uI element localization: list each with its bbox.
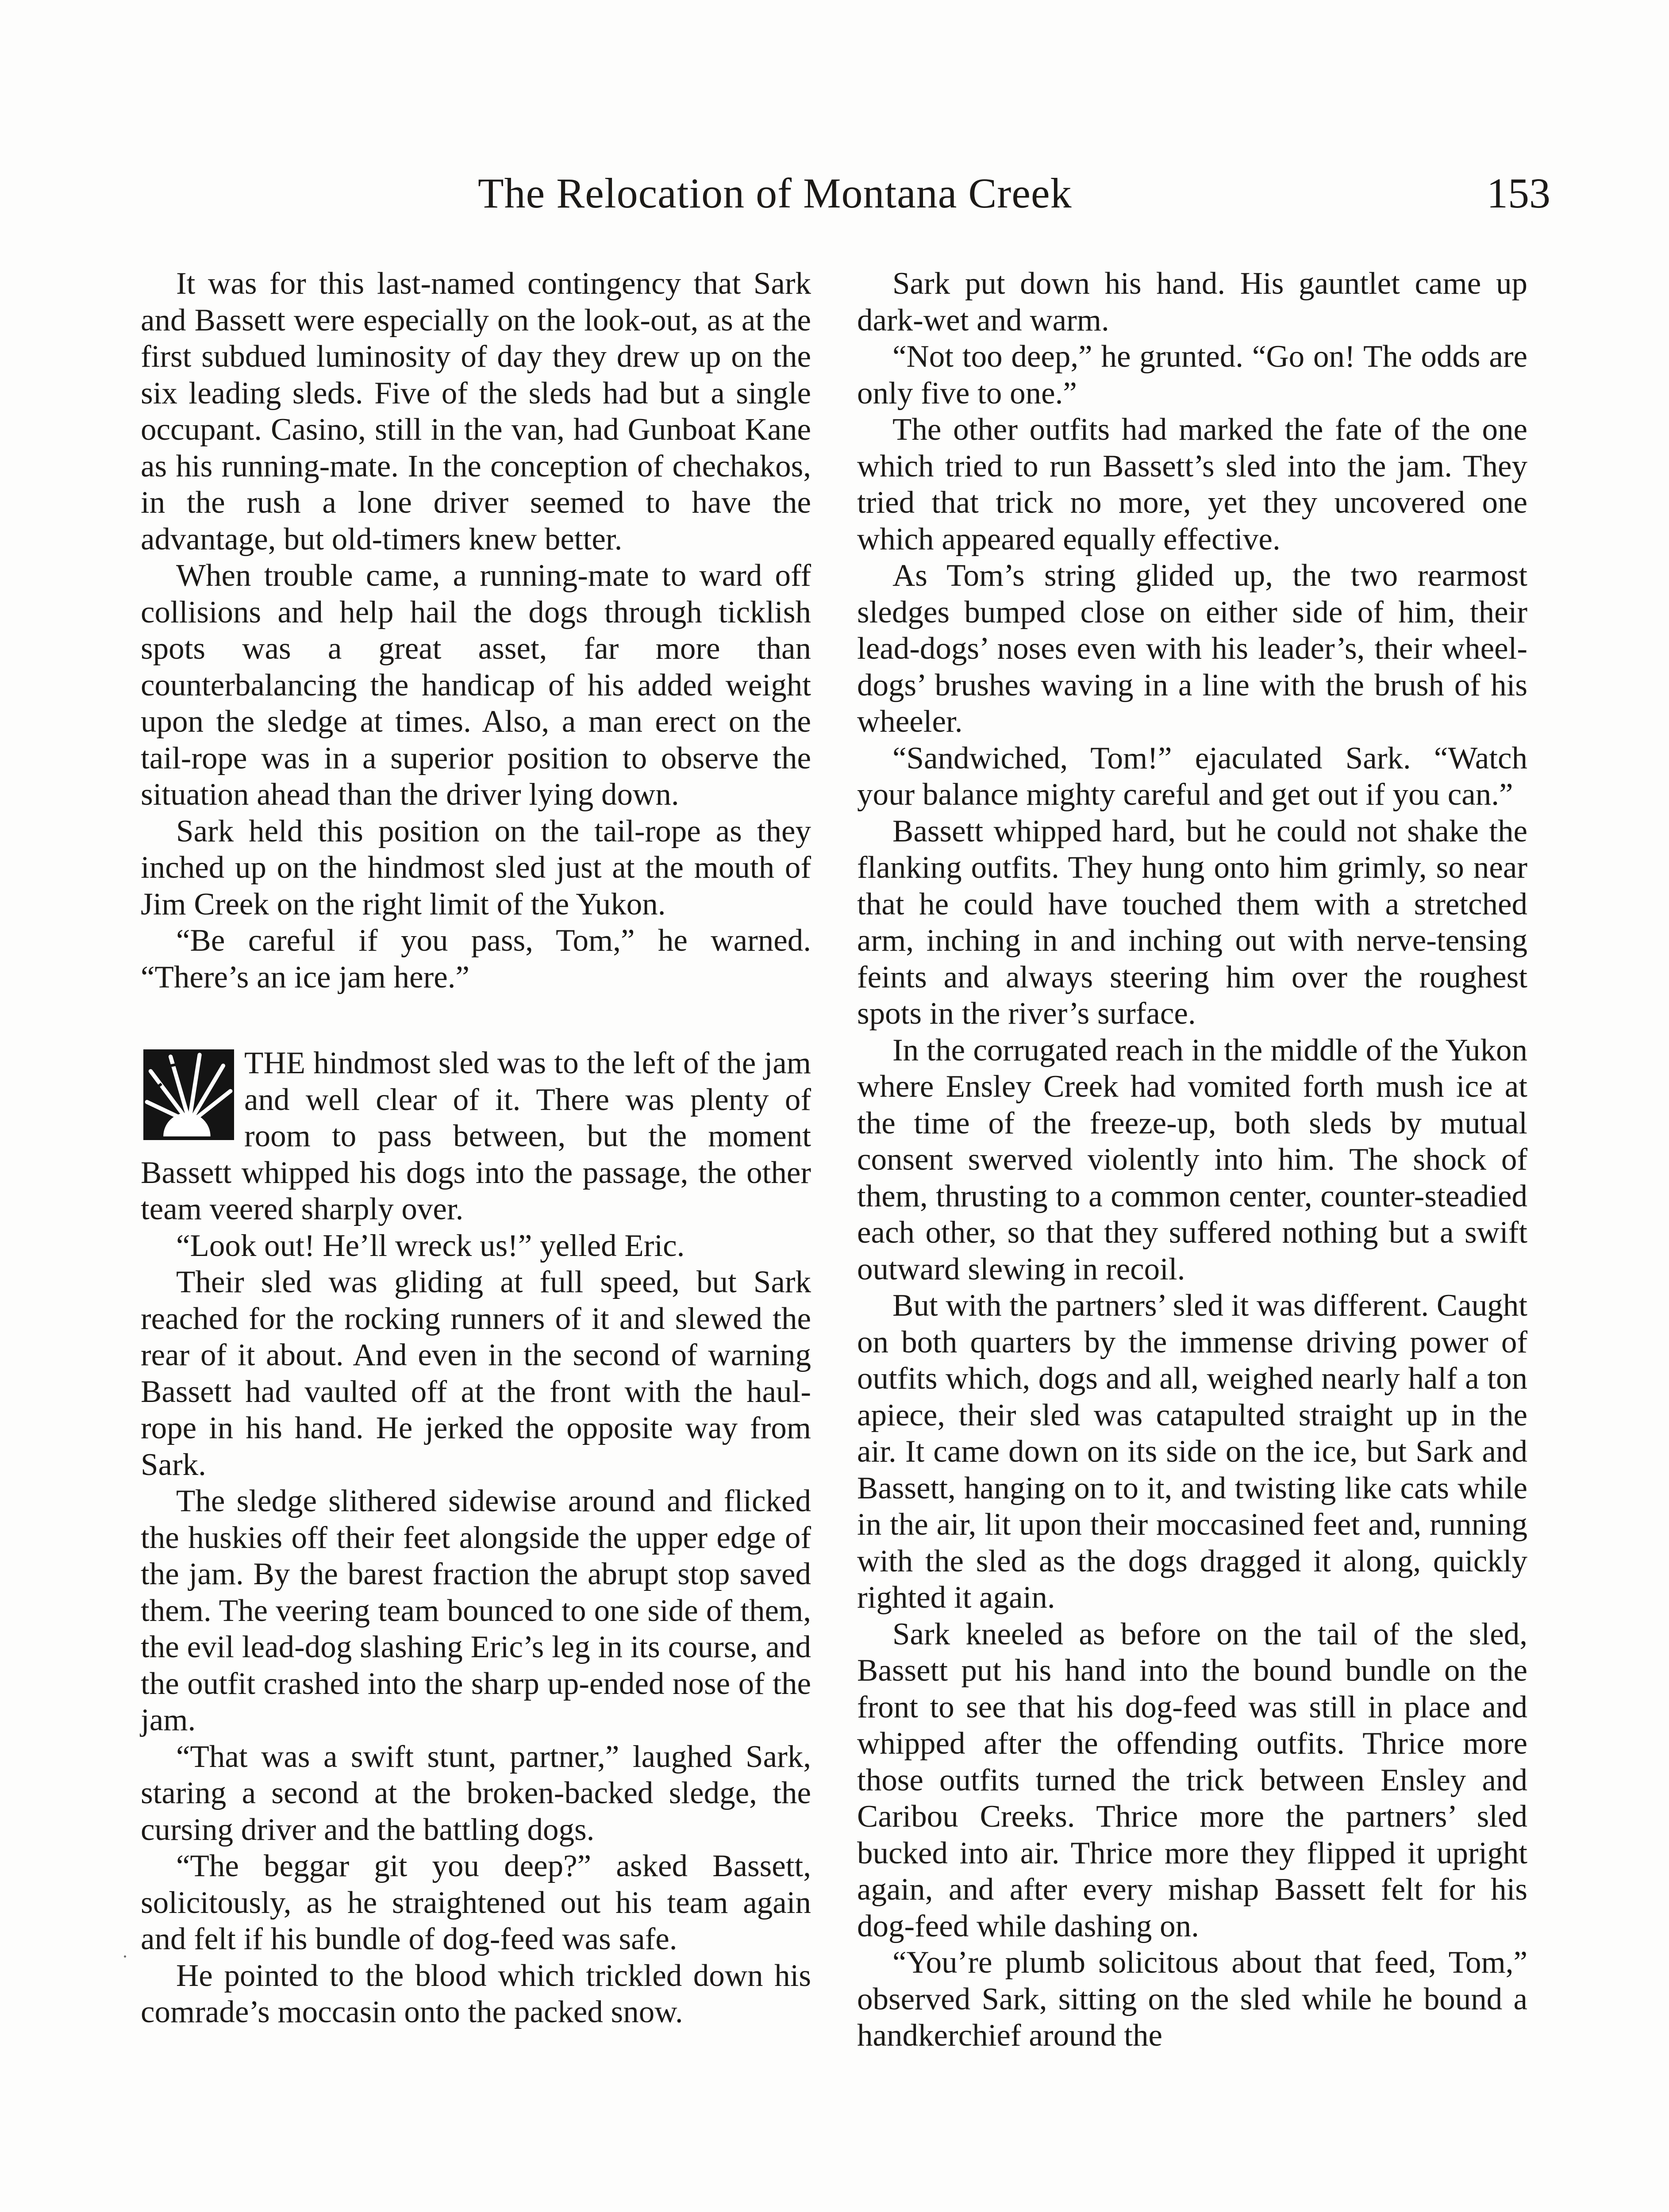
paragraph: “The beggar git you deep?” asked Bassett, solicitously, as he straightened out his team again and felt if his bundle of dog-feed was safe. (141, 1849, 811, 1956)
paragraph: The other outfits had marked the fate of the one which tried to run Bassett’s sled into the jam. They tried that trick no more, yet they uncovered one which appeared equally effective. (857, 412, 1527, 557)
page-number: 153 (1487, 169, 1550, 217)
paragraph: He pointed to the blood which trickled down his comrade’s moccasin onto the packed snow. (141, 1958, 811, 2029)
paragraph: Sark kneeled as before on the tail of the sled, Bassett put his hand into the bound bundle on the front to see that his dog-feed was still in place and whipped after the offending outfits. Thrice more those outfits turned the trick between Ensley and Caribou Creeks. Thrice more the partners’ sled bucked into air. Thrice more they flipped it upright again, and after every mishap Bassett felt for his dog-feed while dashing on. (857, 1617, 1527, 1943)
running-title: The Relocation of Montana Creek (478, 169, 1072, 217)
sunburst-ornament-icon (143, 1049, 236, 1146)
paragraph: But with the partners’ sled it was different. Caught on both quarters by the immense driving power of outfits which, dogs and all, weighed nearly half a ton apiece, their sled was catapulted straight up in the air. It came down on its side on the ice, but Sark and Bassett, hanging on to it, and twisting like cats while in the air, lit upon their moccasined feet and, running with the sled as the dogs dragged it along, quickly righted it again. (857, 1288, 1527, 1615)
paragraph: As Tom’s string glided up, the two rearmost sledges bumped close on either side of him, their lead-dogs’ noses even with his leader’s, their wheel-dogs’ brushes waving in a line with the brush of his wheeler. (857, 558, 1527, 739)
section-opening-paragraph (141, 1045, 811, 1228)
paragraph: Sark put down his hand. His gauntlet came up dark-wet and warm. (857, 266, 1527, 338)
paragraph: Their sled was gliding at full speed, but Sark reached for the rocking runners of it and slewed the rear of it about. And even in the second of warning Bassett had vaulted off at the front with the haul-rope in his hand. He jerked the opposite way from Sark. (141, 1265, 811, 1482)
paragraph: “Not too deep,” he grunted. “Go on! The odds are only five to one.” (857, 339, 1527, 411)
paragraph: In the corrugated reach in the middle of the Yukon where Ensley Creek had vomited forth mush ice at the time of the freeze-up, both sleds by mutual consent swerved violently into him. The shock of them, thrusting to a common center, counter-steadied each other, so that they suffered nothing but a swift outward slewing in recoil. (857, 1033, 1527, 1286)
running-head (0, 165, 1669, 222)
paragraph: The sledge slithered sidewise around and flicked the huskies off their feet alongside the upper edge of the jam. By the barest fraction the abrupt stop saved them. The veering team bounced to one side of them, the evil lead-dog slashing Eric’s leg in its course, and the outfit crashed into the sharp up-ended nose of the jam. (141, 1484, 811, 1737)
paragraph: Sark held this position on the tail-rope as they inched up on the hindmost sled just at the mouth of Jim Creek on the right limit of the Yukon. (141, 814, 811, 922)
paragraph: Bassett whipped hard, but he could not shake the flanking outfits. They hung onto him grimly, so near that he could have touched them with a stretched arm, inching in and inching out with nerve-tensing feints and always steering him over the roughest spots in the river’s surface. (857, 814, 1527, 1031)
paragraph: It was for this last-named contingency that Sark and Bassett were especially on the look-out, as at the first subdued luminosity of day they drew up on the six leading sleds. Five of the sleds had but a single occupant. Casino, still in the van, had Gunboat Kane as his running-mate. In the conception of chechakos, in the rush a lone driver seemed to have the advantage, but old-timers knew better. (141, 266, 811, 557)
paragraph: “Be careful if you pass, Tom,” he warned. “There’s an ice jam here.” (141, 923, 811, 995)
print-speck (124, 1955, 126, 1958)
section-break (141, 995, 811, 1045)
paragraph: “Sandwiched, Tom!” ejaculated Sark. “Watch your balance mighty careful and get out if you can.” (857, 741, 1527, 812)
paragraph: When trouble came, a running-mate to ward off collisions and help hail the dogs through ticklish spots was a great asset, far more than counterbalancing the handicap of his added weight upon the sledge at times. Also, a man erect on the tail-rope was in a superior position to observe the situation ahead than the driver lying down. (141, 558, 811, 812)
left-column (141, 265, 811, 2031)
right-column (857, 265, 1527, 2054)
paragraph: “Look out! He’ll wreck us!” yelled Eric. (176, 1228, 685, 1263)
paragraph: “You’re plumb solicitous about that feed, Tom,” observed Sark, sitting on the sled while he bound a handkerchief around the (857, 1945, 1527, 2053)
section-opening-text: THE hindmost sled was to the left of the jam and well clear of it. There was plenty of room to pass between, but the moment Bassett whipped his dogs into the passage, the other team veered sharply over. (141, 1046, 811, 1226)
paragraph: “That was a swift stunt, partner,” laughed Sark, staring a second at the broken-backed sledge, the cursing driver and the battling dogs. (141, 1739, 811, 1847)
